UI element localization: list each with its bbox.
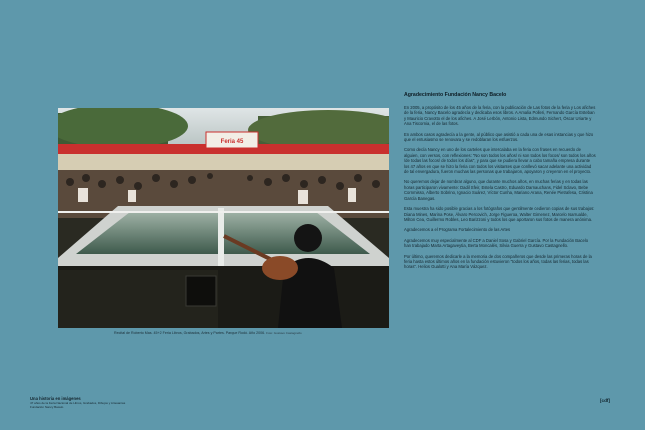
footer-foundation: Fundación Nancy Bacelo xyxy=(30,405,64,409)
article-paragraph: No queremos dejar de nombrar alguno, que durante muchos años, en muchas ferias y en todas las horas participaron vivamente: Dadil Sfeir, Estela Castro, Eduardo Darnauchans, Fidel Sclavo, Bebe Cornmisso, Alberto Sobrino, Ignacio Suárez, Víctor Cunha, Mariano Arana, Renée Pietrafesa, Cristina García Banegas. xyxy=(404,179,593,201)
banner-text: Feria 45 xyxy=(220,139,244,145)
footer-title: Una historia en imágenes xyxy=(30,396,81,401)
article-paragraph: Agradecemos muy especialmente al CDF a Daniel Sosa y Gabriel García. Por la Fundación Bacelo han trabajado Marta Artagaveytia, Berta Moncalés, Silvia Guerra y Gustavo Castagnello. xyxy=(404,237,589,249)
article-paragraph: Por último, queremos dedicarle a la memoria de dos compañeros que desde las primeras horas de la feria hasta estos últimos años en la fundación estuvieron "todos los años, todas las ferias, todas las horas". Helios Gualotti y Ana María Vázquez. xyxy=(404,253,592,270)
article-title: Agradecimiento Fundación Nancy Bacelo xyxy=(404,92,507,98)
article-paragraph: Esta muestra ha sido posible gracias a los fotógrafos que gentilmente cedieron copias de sus trabajos: Diana Mines, Marina Pose, Álvaro Percovich, Jorge Figueroa, Walter Gimenez, Marcelo Isarrualde, Milton Cea, Guillermo Robles, Leo Barizzoni y todos los que aportaron sus fotos de manera anónima. xyxy=(404,206,595,222)
article-paragraph: Agradecemos a el Programa Fortalecimiento de las Artes xyxy=(404,227,511,233)
photo-caption xyxy=(114,331,404,336)
article-paragraph: En ambos casos agradecía a la gente, al público que asistió a cada una de esas instancias y que hizo que el entusiasmo se renovara y se redoblaran los esfuerzos. xyxy=(404,131,594,143)
caption-text: Recital de Roberto Mas. 45+2 Feria Libros, Grabados, Artes y Partes. Parque Rodó. Año 2006. xyxy=(114,331,266,335)
article-paragraph: Como decía Nancy en uno de los carteles que intercalaba en la feria con frases en recuerdo de alguien, con versos, con reflexiones: "No son todos los años/ ni son todos los focos/ son todos los años /de todas las focos/ de todos los días", y para que se pudiera llevar a cabo tamaña empresa durante los 47 años en que se hizo la feria con todos los visitantes que conllevó sacar adelante una actividad de tal envergadura, fueron muchas las personas que trabajaron, apoyaron y creyeron en el proyecto. xyxy=(404,147,596,175)
photo-illustration xyxy=(58,108,389,328)
article-paragraph: En 2005, a propósito de los 45 años de la feria, con la publicación de Las fotos de la feria y Los afiches de la feria, Nancy Bacelo agradecía y dedicaba esos libros. A Amalia Polleri, Fernando García Esteban y Mauricio Cravotto el de los afiches. A José Lerbón, Antonio Lista, Edmundo Sichert, Óscar Uriarte y Ana Tiscornia, el de las fotos. xyxy=(404,105,596,127)
caption-credit: Foto: Gustavo Castagnello xyxy=(266,331,302,335)
footer-subtitle: 47 años de la Feria Nacional de Libros, Grabados, Dibujos y Artesanías xyxy=(30,401,126,405)
footer-credits xyxy=(30,396,150,409)
article xyxy=(404,92,596,275)
cdf-logo: [cdf] xyxy=(600,398,610,403)
concert-photo xyxy=(58,108,389,328)
